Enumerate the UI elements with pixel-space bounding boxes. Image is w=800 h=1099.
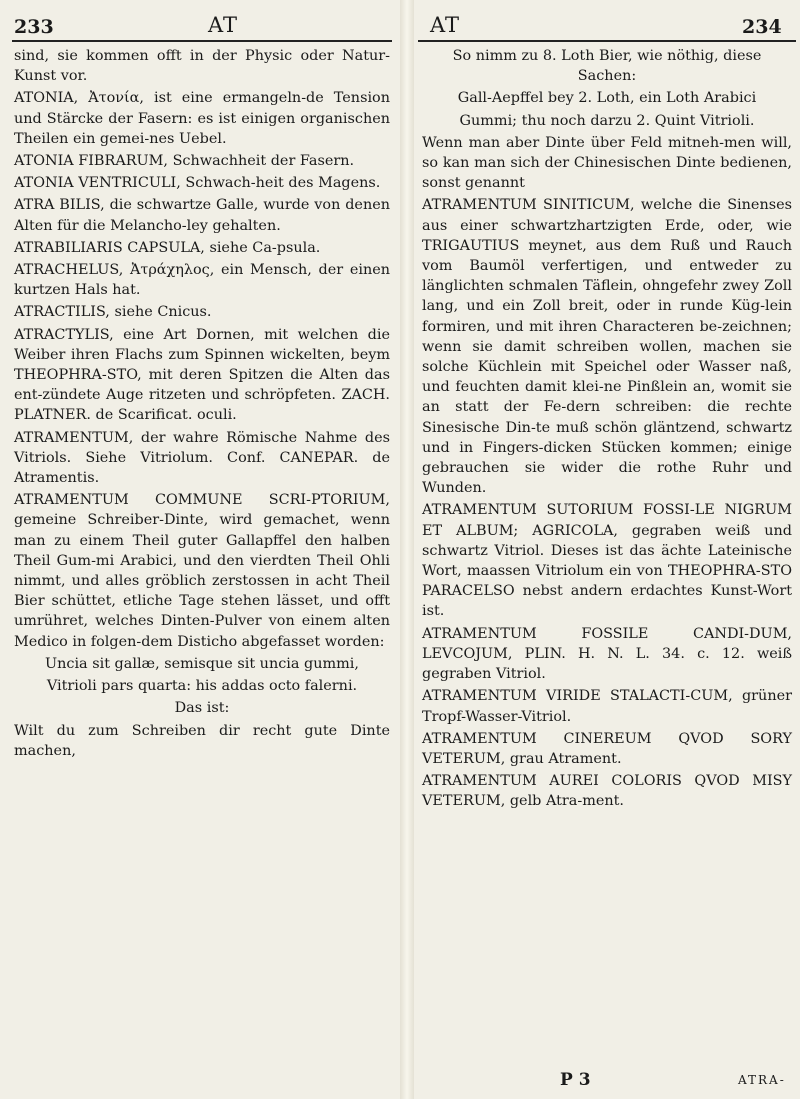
right-page-number: 234 — [742, 16, 782, 38]
left-header-rule — [12, 40, 392, 42]
latin-verse-line-2: Vitrioli pars quarta: his addas octo falerni. — [46, 678, 358, 695]
entry-atractilis: ATRACTILIS, siehe Cnicus. — [14, 304, 212, 321]
catchword: ATRA- — [738, 1073, 786, 1087]
entry-atonia-fibrarum: ATONIA FIBRARUM, Schwachheit der Fasern. — [14, 153, 355, 170]
entry-atra-bilis: ATRA BILIS, die schwartze Galle, wurde von denen Alten für die Melancho-ley gehalten. — [14, 197, 390, 234]
entry-atramentum-viride: ATRAMENTUM VIRIDE STALACTI-CUM, grüner Tropf-Wasser-Vitriol. — [422, 688, 792, 725]
entry-atramentum-cinereum: ATRAMENTUM CINEREUM QVOD SORY VETERUM, grau Atrament. — [422, 730, 792, 767]
left-column — [14, 46, 390, 763]
german-verse-line-4: Gummi; thu noch darzu 2. Quint Vitrioli. — [459, 112, 755, 129]
chinese-ink-intro: Wenn man aber Dinte über Feld mitneh-men will, so kan man sich der Chinesischen Dinte bedienen, sonst genannt — [422, 134, 792, 192]
right-header-rule — [418, 40, 796, 42]
entry-atramentum-sutorium: ATRAMENTUM SUTORIUM FOSSI-LE NIGRUM ET ALBUM; AGRICOLA, gegraben weiß und schwartz Vitriol. Dieses ist das ächte Lateinische Wort, maassen Vitriolum ein von THEOPHRA-STO PARACELSO nebst andern erdachtes Kunst-Wort ist. — [422, 502, 792, 620]
german-verse-line-3: Gall-Aepffel bey 2. Loth, ein Loth Arabici — [457, 90, 757, 107]
das-ist-line: Das ist: — [174, 700, 230, 717]
entry-atramentum-fossile-candidum: ATRAMENTUM FOSSILE CANDI-DUM, LEVCOJUM, PLIN. H. N. L. 34. c. 12. weiß gegraben Vitriol. — [422, 625, 792, 683]
page-gutter — [400, 0, 414, 1099]
left-entry-continuation: sind, sie kommen offt in der Physic oder Natur-Kunst vor. — [14, 48, 390, 85]
entry-atractylis: ATRACTYLIS, eine Art Dornen, mit welchen die Weiber ihren Flachs zum Spinnen wickelten, beym THEOPHRA-STO, mit deren Spitzen die Alten das ent-zündete Auge ritzeten und schröpfeten. ZACH. PLATNER. de Scarificat. oculi. — [14, 326, 390, 424]
entry-atramentum: ATRAMENTUM, der wahre Römische Nahme des Vitriols. Siehe Vitriolum. Conf. CANEPAR. de Atramentis. — [14, 429, 390, 487]
latin-verse-line-1: Uncia sit gallæ, semisque sit uncia gummi, — [45, 655, 359, 672]
right-running-head: AT — [430, 13, 461, 37]
signature-mark: P 3 — [560, 1070, 591, 1090]
german-verse-line-2: So nimm zu 8. Loth Bier, wie nöthig, diese Sachen: — [452, 48, 762, 85]
entry-atonia-ventriculi: ATONIA VENTRICULI, Schwach-heit des Magens. — [14, 175, 381, 192]
entry-atramentum-aurei-coloris: ATRAMENTUM AUREI COLORIS QVOD MISY VETERUM, gelb Atra-ment. — [422, 773, 792, 810]
left-page-number: 233 — [14, 16, 54, 38]
entry-atrachelus: ATRACHELUS, Ἀτράχηλος, ein Mensch, der einen kurtzen Hals hat. — [14, 262, 390, 299]
entry-atrabiliaris-capsula: ATRABILIARIS CAPSULA, siehe Ca-psula. — [14, 239, 321, 256]
entry-atramentum-siniticum: ATRAMENTUM SINITICUM, welche die Sinenses aus einer schwartzhartzigten Erde, oder, wie TRIGAUTIUS meynet, aus dem Ruß und Rauch vom Baumöl verfertigen, und entweder zu länglichten schmalen Täflein, ohngefehr zwey Zoll lang, und ein Zoll breit, oder in runde Küg-lein formiren, und mit ihren Characteren be-zeichnen; wenn sie damit schreiben wollen, machen sie solche Küchlein mit Speichel oder Wasser naß, und feuchten damit klei-ne Pinßlein an, womit sie an statt der Fe-dern schreiben: die rechte Sinesische Din-te muß schön gläntzend, schwartz und in Fingers-dicken Stücken kommen; einige gebrauchen sie wider die rothe Ruhr und Wunden. — [422, 197, 792, 497]
entry-atramentum-commune: ATRAMENTUM COMMUNE SCRI-PTORIUM, gemeine Schreiber-Dinte, wird gemachet, wenn man zu einem Theil guter Gallapffel den halben Theil Gum-mi Arabici, und den vierdten Theil Ohli nimmt, und alles gröblich zerstossen in acht Theil Bier schüttet, etliche Tage stehen lässet, und offt umrühret, welches Dinten-Pulver von einem alten Medico in folgen-dem Disticho abgefasset worden: — [14, 492, 390, 650]
entry-atonia: ATONIA, Ἀτονία, ist eine ermangeln-de Tension und Stärcke der Fasern: es ist einigen organischen Theilen ein gemei-nes Uebel. — [14, 90, 390, 147]
german-verse-line-1: Wilt du zum Schreiben dir recht gute Dinte machen, — [14, 722, 390, 759]
right-column — [422, 46, 792, 814]
left-running-head: AT — [208, 13, 239, 37]
